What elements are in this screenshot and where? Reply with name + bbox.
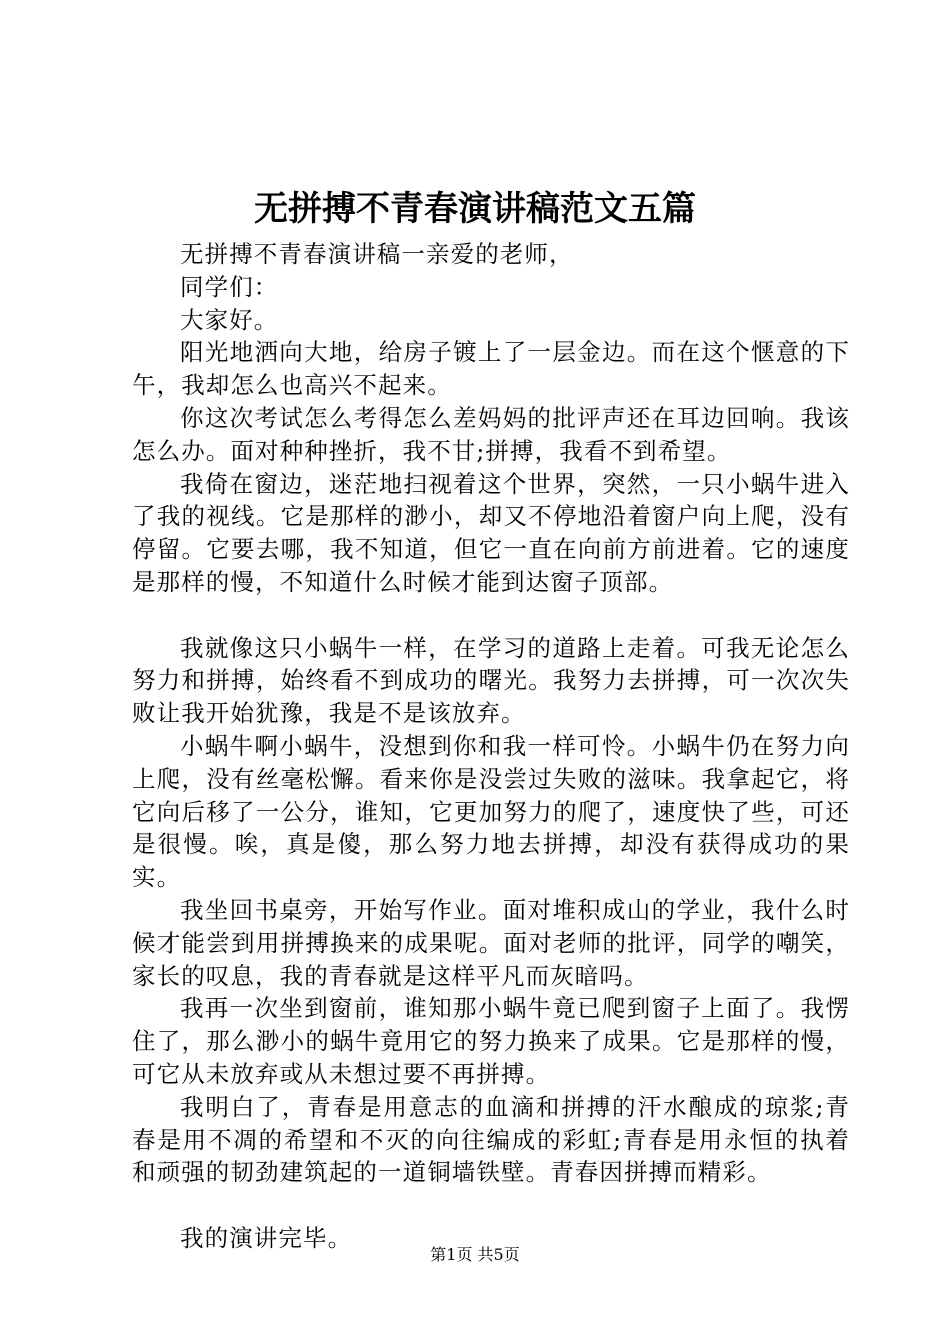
paragraph: 我明白了，青春是用意志的血滴和拼搏的汗水酿成的琼浆;青春是用不凋的希望和不灭的向往编成的彩虹;青春是用永恒的执着和顽强的韧劲建筑起的一道铜墙铁壁。青春因拼搏而精彩。 xyxy=(132,1092,850,1187)
paragraph: 我倚在窗边，迷茫地扫视着这个世界，突然，一只小蜗牛进入了我的视线。它是那样的渺小，却又不停地沿着窗户向上爬，没有停留。它要去哪，我不知道，但它一直在向前方前进着。它的速度是那样的慢，不知道什么时候才能到达窗子顶部。 xyxy=(132,469,850,596)
page-number: 第1页 共5页 xyxy=(430,1245,520,1264)
paragraph: 阳光地洒向大地，给房子镀上了一层金边。而在这个惬意的下午，我却怎么也高兴不起来。 xyxy=(132,338,850,400)
document-body xyxy=(132,238,850,1255)
paragraph: 我的演讲完毕。 xyxy=(180,1223,353,1252)
paragraph: 小蜗牛啊小蜗牛，没想到你和我一样可怜。小蜗牛仍在努力向上爬，没有丝毫松懈。看来你是没尝过失败的滋味。我拿起它，将它向后移了一公分，谁知，它更加努力的爬了，速度快了些，可还是很慢。唉，真是傻，那么努力地去拼搏，却没有获得成功的果实。 xyxy=(132,731,850,892)
paragraph: 无拼搏不青春演讲稿一亲爱的老师， xyxy=(180,240,574,268)
paragraph: 我就像这只小蜗牛一样，在学习的道路上走着。可我无论怎么努力和拼搏，始终看不到成功的曙光。我努力去拼搏，可一次次失败让我开始犹豫，我是不是该放弃。 xyxy=(132,633,850,728)
paragraph: 我坐回书桌旁，开始写作业。面对堆积成山的学业，我什么时候才能尝到用拼搏换来的成果呢。面对老师的批评，同学的嘲笑，家长的叹息，我的青春就是这样平凡而灰暗吗。 xyxy=(132,895,850,990)
paragraph: 你这次考试怎么考得怎么差妈妈的批评声还在耳边回响。我该怎么办。面对种种挫折，我不甘;拼搏，我看不到希望。 xyxy=(132,403,850,465)
paragraph: 同学们： xyxy=(180,272,279,301)
document-title: 无拼搏不青春演讲稿范文五篇 xyxy=(254,189,696,229)
paragraph: 大家好。 xyxy=(180,305,279,334)
paragraph: 我再一次坐到窗前，谁知那小蜗牛竟已爬到窗子上面了。我愣住了，那么渺小的蜗牛竟用它的努力换来了成果。它是那样的慢，可它从未放弃或从未想过要不再拼搏。 xyxy=(132,994,850,1088)
